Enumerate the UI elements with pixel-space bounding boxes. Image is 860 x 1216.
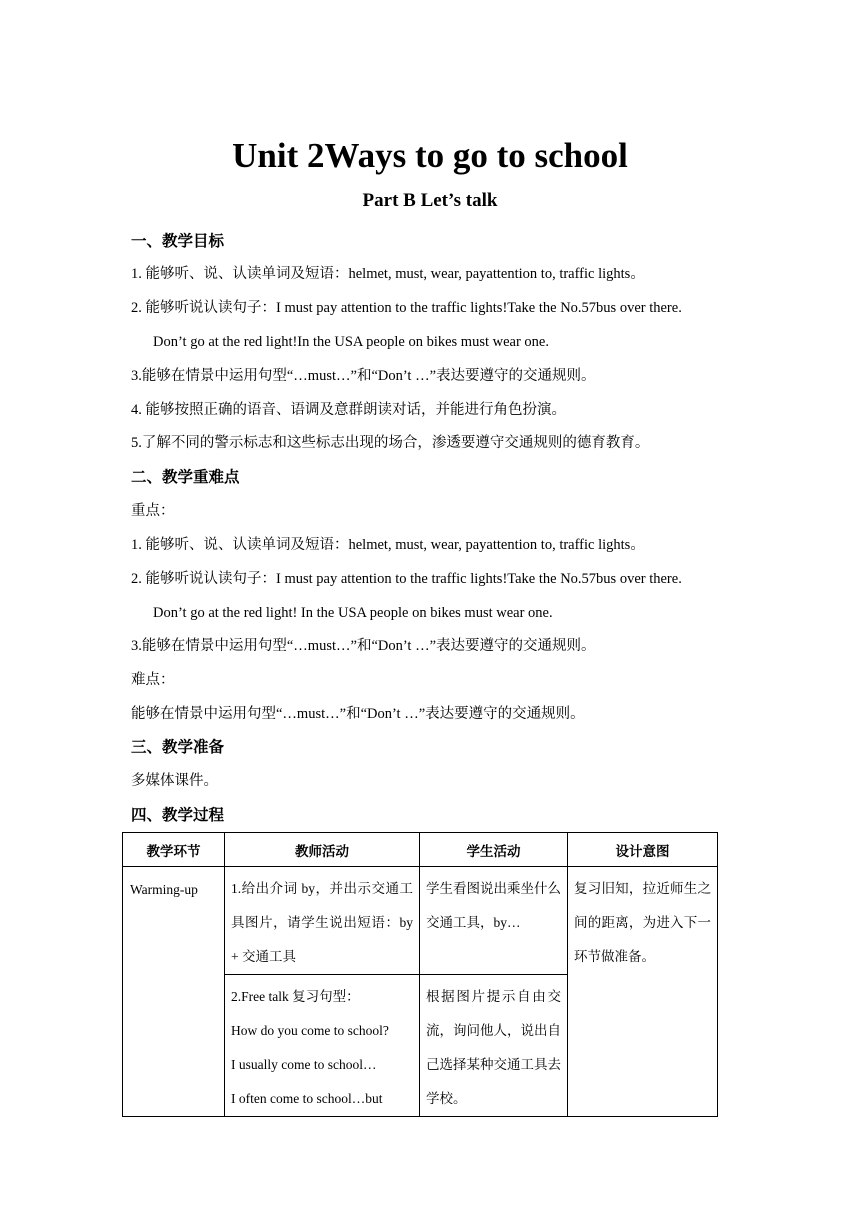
key-point-item: 2. 能够听说认读句子：I must pay attention to the traffic lights!Take the No.57bus over there. [131,571,682,587]
difficult-point-item: 能够在情景中运用句型“…must…”和“Don’t …”表达要遵守的交通规则。 [131,706,585,722]
objective-item: 1. 能够听、说、认读单词及短语：helmet, must, wear, payattention to, traffic lights。 [131,266,645,282]
teacher-activity-line: 2.Free talk 复习句型： [231,989,360,1004]
table-header-cell: 教学环节 [123,833,225,867]
key-point-item: 3.能够在情景中运用句型“…must…”和“Don’t …”表达要遵守的交通规则。 [131,638,596,654]
teacher-activity-line: How do you come to school? [231,1023,389,1038]
student-activity-cell [420,975,568,1117]
document-title: Unit 2Ways to go to school [232,136,628,175]
student-activity-text: 学生看图说出乘坐什么交通工具，by… [426,881,561,930]
difficult-points-label: 难点： [131,672,175,688]
student-activity-text: 根据图片提示自由交流，询问他人，说出自己选择某种交通工具去学校。 [426,989,561,1106]
table-header-row [123,833,718,867]
stage-label: Warming-up [130,882,198,897]
teaching-process-table [122,832,718,1117]
objective-item: 2. 能够听说认读句子：I must pay attention to the traffic lights!Take the No.57bus over there. [131,300,682,316]
teacher-activity-text [225,975,419,1116]
key-point-item: 1. 能够听、说、认读单词及短语：helmet, must, wear, payattention to, traffic lights。 [131,537,645,553]
section-heading-process: 四、教学过程 [131,806,225,824]
table-header-cell: 教师活动 [225,833,420,867]
design-purpose-text: 复习旧知，拉近师生之间的距离，为进入下一环节做准备。 [574,881,711,964]
objective-item-continued: Don’t go at the red light!In the USA people on bikes must wear one. [153,334,549,350]
teacher-activity-text: 1.给出介词 by，并出示交通工具图片，请学生说出短语：by + 交通工具 [231,881,413,964]
table-header-cell: 学生活动 [420,833,568,867]
table-row [123,867,718,975]
objective-item: 3.能够在情景中运用句型“…must…”和“Don’t …”表达要遵守的交通规则。 [131,368,596,384]
objective-item: 4. 能够按照正确的语音、语调及意群朗读对话，并能进行角色扮演。 [131,402,566,418]
teacher-activity-line: I often come to school…but [231,1091,383,1106]
key-points-label: 重点： [131,503,175,519]
teacher-activity-cell [225,975,420,1117]
section-heading-key-points: 二、教学重难点 [131,468,240,486]
stage-cell [123,867,225,1117]
table-header-cell: 设计意图 [568,833,718,867]
preparation-content: 多媒体课件。 [131,773,218,789]
document-subtitle: Part B Let’s talk [362,190,498,211]
key-point-item-continued: Don’t go at the red light! In the USA people on bikes must wear one. [153,605,553,621]
section-heading-preparation: 三、教学准备 [131,738,225,756]
design-purpose-cell [568,867,718,1117]
student-activity-cell [420,867,568,975]
section-heading-objectives: 一、教学目标 [131,232,225,250]
objective-item: 5.了解不同的警示标志和这些标志出现的场合，渗透要遵守交通规则的德育教育。 [131,435,650,451]
teacher-activity-line: I usually come to school… [231,1057,377,1072]
teacher-activity-cell [225,867,420,975]
